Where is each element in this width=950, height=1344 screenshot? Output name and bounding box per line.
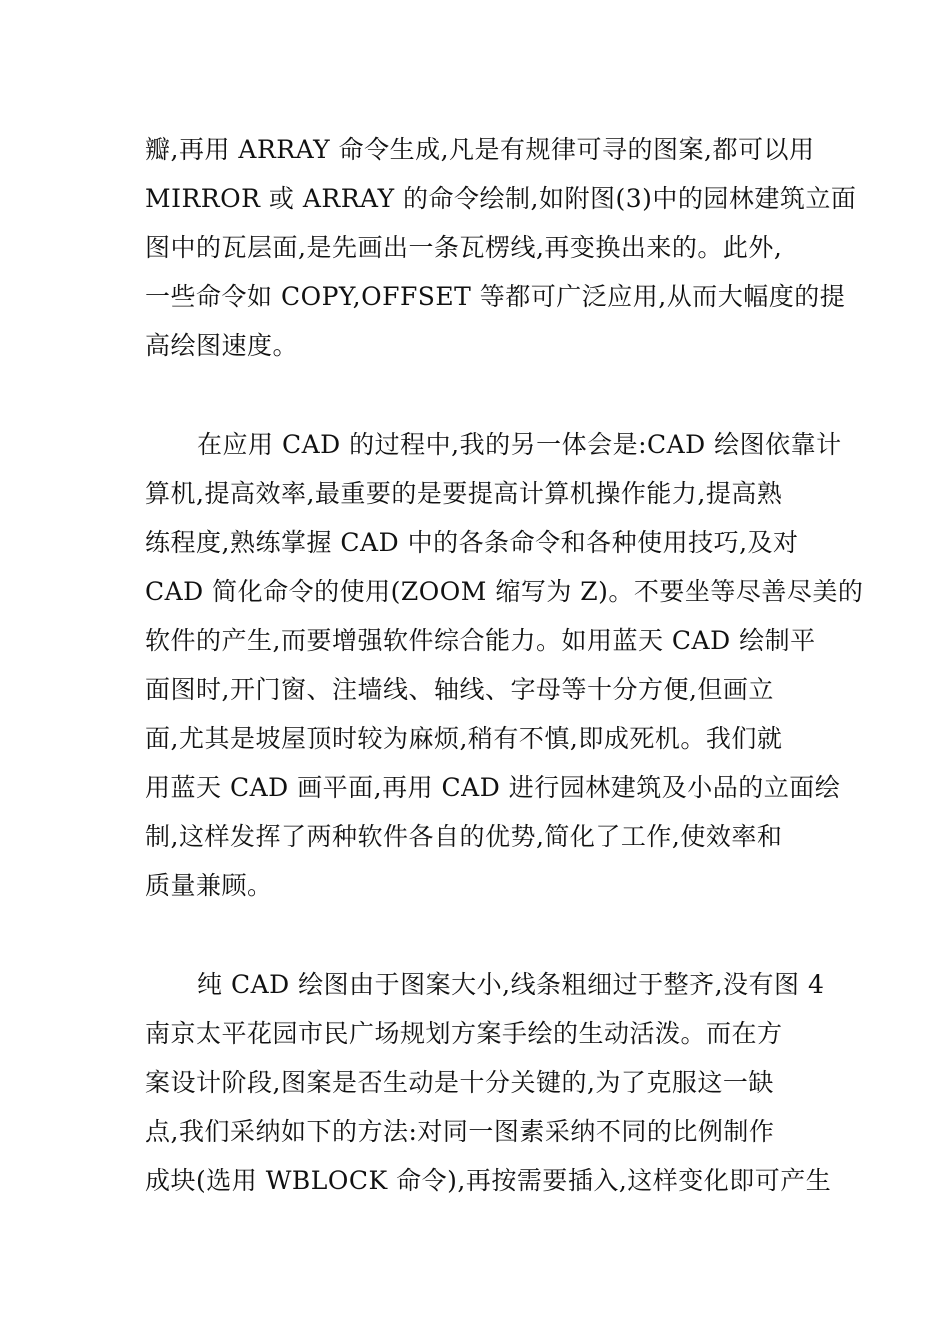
paragraph-1 — [145, 125, 857, 370]
text-line: 软件的产生,而要增强软件综合能力。如用蓝天 CAD 绘制平 — [145, 626, 816, 655]
paragraph-2 — [145, 420, 864, 910]
text-line-indented: 纯 CAD 绘图由于图案大小,线条粗细过于整齐,没有图 4 — [197, 970, 825, 999]
text-line: 面,尤其是坡屋顶时较为麻烦,稍有不慎,即成死机。我们就 — [145, 724, 783, 753]
text-line: 面图时,开门窗、注墙线、轴线、字母等十分方便,但画立 — [145, 675, 774, 704]
text-line: 用蓝天 CAD 画平面,再用 CAD 进行园林建筑及小品的立面绘 — [145, 773, 841, 802]
paragraph-3 — [145, 960, 832, 1205]
text-line: 质量兼顾。 — [145, 871, 273, 900]
text-line: 成块(选用 WBLOCK 命令),再按需要插入,这样变化即可产生 — [145, 1166, 832, 1195]
text-line: 点,我们采纳如下的方法:对同一图素采纳不同的比例制作 — [145, 1117, 775, 1146]
text-line: 高绘图速度。 — [145, 331, 299, 360]
text-line: 算机,提高效率,最重要的是要提高计算机操作能力,提高熟 — [145, 479, 783, 508]
text-line: 一些命令如 COPY,OFFSET 等都可广泛应用,从而大幅度的提 — [145, 282, 846, 311]
document-body — [145, 125, 864, 1205]
paragraph-spacer — [145, 910, 810, 960]
text-line: 图中的瓦层面,是先画出一条瓦楞线,再变换出来的。此外, — [145, 233, 783, 262]
text-line-indented: 在应用 CAD 的过程中,我的另一体会是:CAD 绘图依靠计 — [197, 430, 842, 459]
paragraph-spacer — [145, 370, 810, 420]
text-line: 制,这样发挥了两种软件各自的优势,简化了工作,使效率和 — [145, 822, 783, 851]
text-line: 练程度,熟练掌握 CAD 中的各条命令和各种使用技巧,及对 — [145, 528, 799, 557]
text-line: 南京太平花园市民广场规划方案手绘的生动活泼。而在方 — [145, 1019, 783, 1048]
text-line: 案设计阶段,图案是否生动是十分关键的,为了克服这一缺 — [145, 1068, 774, 1097]
text-line: 瓣,再用 ARRAY 命令生成,凡是有规律可寻的图案,都可以用 — [145, 135, 815, 164]
text-line: MIRROR 或 ARRAY 的命令绘制,如附图(3)中的园林建筑立面 — [145, 184, 857, 213]
text-line: CAD 简化命令的使用(ZOOM 缩写为 Z)。不要坐等尽善尽美的 — [145, 577, 864, 606]
